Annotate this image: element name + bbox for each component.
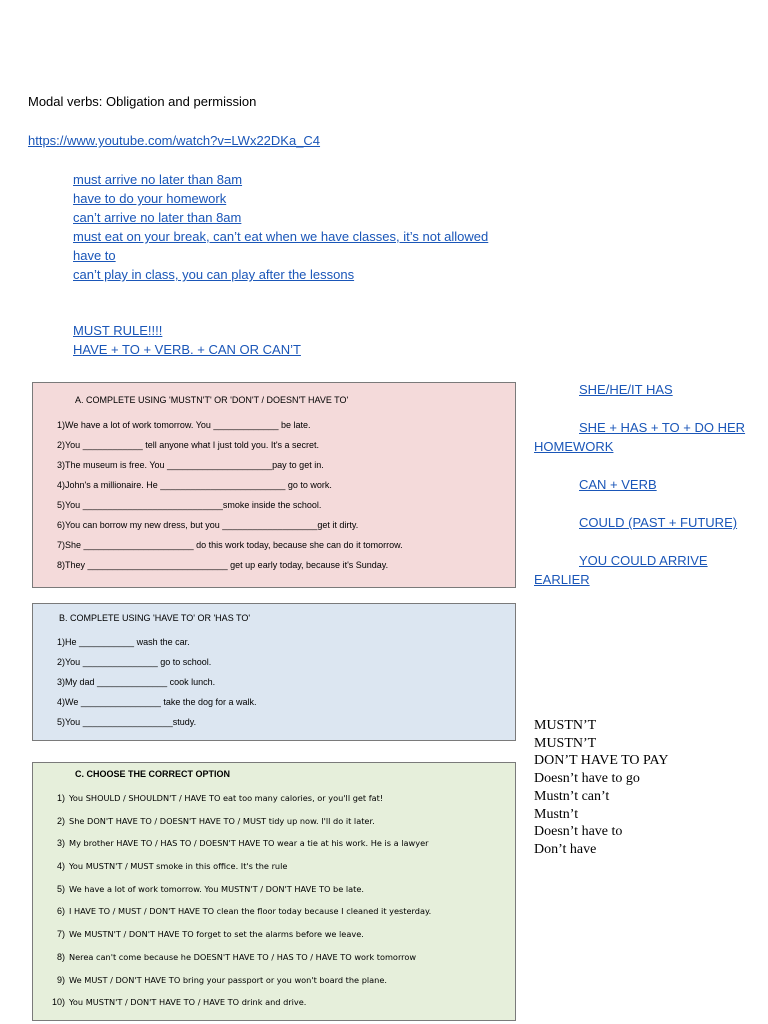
item-number: 2) bbox=[56, 657, 65, 667]
item-text: You ____________________________smoke inside the school. bbox=[65, 500, 322, 510]
exercise-c-items bbox=[33, 793, 515, 1020]
item-text: We have a lot of work tomorrow. You MUSTN'T / DON'T HAVE TO be late. bbox=[69, 883, 365, 894]
item-text: He ___________ wash the car. bbox=[65, 637, 190, 647]
note-line[interactable]: must arrive no later than 8am bbox=[73, 172, 243, 187]
item-text: You MUSTN'T / DON'T HAVE TO / HAVE TO drink and drive. bbox=[69, 997, 307, 1008]
exercise-item bbox=[33, 884, 515, 907]
exercise-item bbox=[33, 460, 515, 480]
item-text: I HAVE TO / MUST / DON'T HAVE TO clean the floor today because I cleaned it yesterday. bbox=[69, 906, 432, 917]
item-text: She ______________________ do this work today, because she can do it tomorrow. bbox=[65, 540, 403, 550]
rules-list bbox=[73, 321, 301, 359]
youtube-link[interactable]: https://www.youtube.com/watch?v=LWx22DKa_C4 bbox=[28, 133, 321, 148]
item-number: 6) bbox=[56, 520, 65, 530]
exercise-item bbox=[33, 500, 515, 520]
item-text: My dad ______________ cook lunch. bbox=[65, 677, 216, 687]
exercise-item bbox=[33, 793, 515, 816]
document-title: Modal verbs: Obligation and permission bbox=[28, 94, 257, 109]
item-number: 2) bbox=[56, 815, 65, 826]
side-notes bbox=[534, 380, 764, 589]
item-text: The museum is free. You _____________________pay to get in. bbox=[65, 460, 324, 470]
note-line[interactable]: must eat on your break, can’t eat when we have classes, it’s not allowed bbox=[73, 229, 489, 244]
item-number: 7) bbox=[56, 929, 65, 940]
spacer bbox=[534, 399, 764, 418]
exercise-b-heading: B. COMPLETE USING 'HAVE TO' OR 'HAS TO' bbox=[59, 613, 251, 623]
answer-line: Mustn’t bbox=[534, 806, 579, 822]
answer-line: MUSTN’T bbox=[534, 718, 597, 733]
item-number: 7) bbox=[56, 540, 65, 550]
item-text: Nerea can't come because he DOESN'T HAVE TO / HAS TO / HAVE TO work tomorrow bbox=[69, 951, 417, 962]
item-text: You MUSTN'T / MUST smoke in this office. It's the rule bbox=[69, 861, 288, 872]
item-number: 9) bbox=[56, 974, 65, 985]
exercise-item bbox=[33, 861, 515, 884]
exercise-item bbox=[33, 540, 515, 560]
exercise-item bbox=[33, 420, 515, 440]
item-text: John's a millionaire. He _________________________ go to work. bbox=[65, 480, 332, 490]
note-line[interactable]: have to bbox=[73, 248, 116, 263]
side-note[interactable]: SHE + HAS + TO + DO HER HOMEWORK bbox=[534, 420, 746, 454]
item-number: 5) bbox=[56, 883, 65, 894]
exercise-item bbox=[33, 717, 515, 737]
side-note[interactable]: COULD (PAST + FUTURE) bbox=[579, 515, 738, 530]
notes-list bbox=[73, 170, 488, 284]
spacer bbox=[534, 494, 764, 513]
answer-line: Doesn’t have to go bbox=[534, 771, 640, 787]
exercise-item bbox=[33, 816, 515, 839]
answer-line: Don’t have bbox=[534, 841, 597, 857]
exercise-item bbox=[33, 637, 515, 657]
item-number: 6) bbox=[56, 906, 65, 917]
item-text: We ________________ take the dog for a walk. bbox=[65, 697, 257, 707]
answer-line: Doesn’t have to bbox=[534, 824, 623, 840]
exercise-item bbox=[33, 929, 515, 952]
item-number: 1) bbox=[56, 420, 65, 430]
item-number: 4) bbox=[56, 697, 65, 707]
exercise-item bbox=[33, 997, 515, 1020]
item-number: 5) bbox=[56, 717, 65, 727]
item-number: 1) bbox=[56, 793, 65, 803]
item-number: 5) bbox=[56, 500, 65, 510]
item-number: 10) bbox=[51, 997, 65, 1008]
item-text: You can borrow my new dress, but you ___________________get it dirty. bbox=[65, 520, 359, 530]
item-number: 8) bbox=[56, 951, 65, 962]
item-text: My brother HAVE TO / HAS TO / DOESN'T HAVE TO wear a tie at his work. He is a lawyer bbox=[69, 838, 429, 849]
side-note[interactable]: SHE/HE/IT HAS bbox=[579, 382, 673, 397]
exercise-a-heading: A. COMPLETE USING 'MUSTN'T' OR 'DON'T / DOESN'T HAVE TO' bbox=[75, 395, 349, 405]
exercise-item bbox=[33, 952, 515, 975]
item-text: You ____________ tell anyone what I just told you. It's a secret. bbox=[65, 440, 320, 450]
exercise-item bbox=[33, 838, 515, 861]
exercise-a-box bbox=[32, 382, 516, 588]
rule-line[interactable]: MUST RULE!!!! bbox=[73, 323, 163, 338]
item-number: 4) bbox=[56, 861, 65, 872]
side-note[interactable]: YOU COULD ARRIVE EARLIER bbox=[534, 553, 708, 587]
exercise-item bbox=[33, 560, 515, 580]
item-text: You __________________study. bbox=[65, 717, 197, 727]
item-number: 4) bbox=[56, 480, 65, 490]
spacer bbox=[534, 456, 764, 475]
exercise-item bbox=[33, 440, 515, 460]
side-note[interactable]: CAN + VERB bbox=[579, 477, 657, 492]
item-number: 2) bbox=[56, 440, 65, 450]
item-number: 3) bbox=[56, 460, 65, 470]
item-text: We MUST / DON'T HAVE TO bring your passport or you won't board the plane. bbox=[69, 974, 388, 985]
spacer bbox=[534, 532, 764, 551]
note-line[interactable]: can’t arrive no later than 8am bbox=[73, 210, 242, 225]
answer-line: Mustn’t can’t bbox=[534, 788, 610, 804]
item-text: We have a lot of work tomorrow. You _____________ be late. bbox=[65, 420, 311, 430]
item-text: She DON'T HAVE TO / DOESN'T HAVE TO / MUST tidy up now. I'll do it later. bbox=[69, 815, 375, 826]
item-number: 1) bbox=[56, 637, 65, 647]
exercise-b-box bbox=[32, 603, 516, 741]
exercise-item bbox=[33, 657, 515, 677]
exercise-item bbox=[33, 975, 515, 998]
answers-list bbox=[534, 717, 668, 859]
exercise-item bbox=[33, 677, 515, 697]
item-number: 8) bbox=[56, 560, 65, 570]
exercise-item bbox=[33, 520, 515, 540]
item-text: You SHOULD / SHOULDN'T / HAVE TO eat too many calories, or you'll get fat! bbox=[69, 793, 384, 803]
item-text: You _______________ go to school. bbox=[65, 657, 212, 667]
item-text: They ____________________________ get up early today, because it's Sunday. bbox=[65, 560, 389, 570]
answer-line: DON’T HAVE TO PAY bbox=[534, 753, 669, 769]
exercise-item bbox=[33, 480, 515, 500]
rule-line[interactable]: HAVE + TO + VERB. + CAN OR CAN’T bbox=[73, 342, 301, 357]
exercise-item bbox=[33, 697, 515, 717]
item-number: 3) bbox=[56, 677, 65, 687]
answer-line: MUSTN’T bbox=[534, 735, 597, 751]
exercise-item bbox=[33, 906, 515, 929]
note-line[interactable]: have to do your homework bbox=[73, 191, 227, 206]
exercise-a-items bbox=[33, 420, 515, 580]
item-number: 3) bbox=[56, 838, 65, 849]
note-line[interactable]: can’t play in class, you can play after the lessons bbox=[73, 267, 355, 282]
item-text: We MUSTN'T / DON'T HAVE TO forget to set the alarms before we leave. bbox=[69, 929, 364, 940]
exercise-b-items bbox=[33, 637, 515, 737]
exercise-c-box bbox=[32, 762, 516, 1021]
exercise-c-heading: C. CHOOSE THE CORRECT OPTION bbox=[75, 769, 231, 779]
